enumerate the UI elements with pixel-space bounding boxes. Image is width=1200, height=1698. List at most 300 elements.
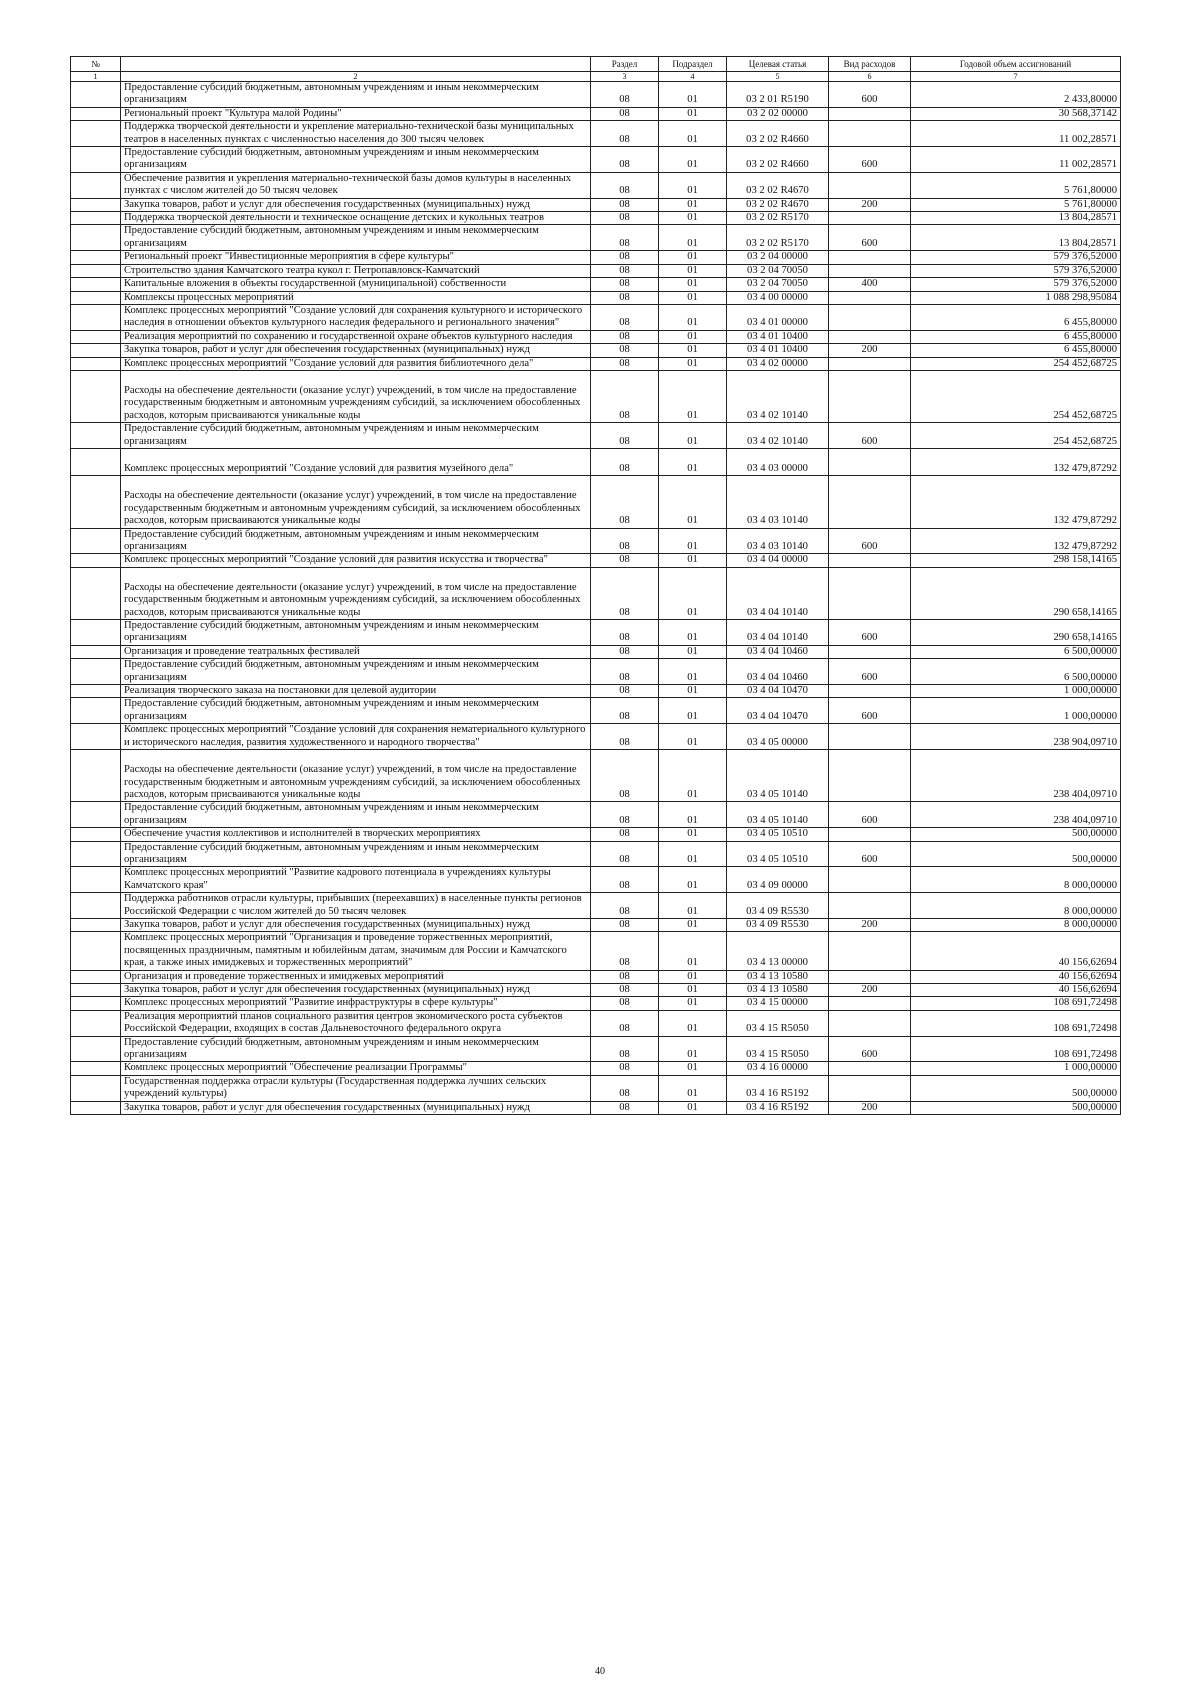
table-row	[71, 225, 1121, 251]
row-number-cell	[71, 724, 121, 750]
row-amount-cell: 11 002,28571	[911, 121, 1121, 147]
row-number-cell	[71, 567, 121, 619]
row-expense-type-cell: 600	[829, 82, 911, 108]
row-amount-cell: 132 479,87292	[911, 448, 1121, 475]
row-expense-type-cell	[829, 476, 911, 528]
row-expense-type-cell	[829, 107, 911, 120]
row-section-cell: 08	[591, 251, 659, 264]
table-body	[71, 82, 1121, 1115]
row-subsection-cell: 01	[659, 567, 727, 619]
table-row	[71, 357, 1121, 370]
row-expense-type-cell	[829, 567, 911, 619]
table-row	[71, 147, 1121, 173]
column-number: 5	[727, 72, 829, 82]
header-section: Раздел	[591, 57, 659, 72]
row-number-cell	[71, 554, 121, 567]
row-number-cell	[71, 750, 121, 802]
row-target-cell: 03 4 13 00000	[727, 932, 829, 970]
table-row	[71, 330, 1121, 343]
row-name-cell: Региональный проект "Инвестиционные мероприятия в сфере культуры"	[121, 251, 591, 264]
row-name-cell: Организация и проведение торжественных и имиджевых мероприятий	[121, 970, 591, 983]
table-row	[71, 251, 1121, 264]
row-section-cell: 08	[591, 264, 659, 277]
row-expense-type-cell	[829, 645, 911, 658]
table-row	[71, 659, 1121, 685]
row-amount-cell: 1 088 298,95084	[911, 291, 1121, 304]
row-section-cell: 08	[591, 528, 659, 554]
row-number-cell	[71, 685, 121, 698]
row-amount-cell: 254 452,68725	[911, 423, 1121, 449]
row-target-cell: 03 4 05 10140	[727, 750, 829, 802]
row-number-cell	[71, 357, 121, 370]
row-expense-type-cell	[829, 370, 911, 422]
budget-table	[70, 56, 1121, 1115]
row-expense-type-cell	[829, 997, 911, 1010]
row-expense-type-cell	[829, 448, 911, 475]
row-amount-cell: 108 691,72498	[911, 997, 1121, 1010]
row-name-cell: Закупка товаров, работ и услуг для обеспечения государственных (муниципальных) нужд	[121, 918, 591, 931]
row-target-cell: 03 2 04 00000	[727, 251, 829, 264]
row-subsection-cell: 01	[659, 212, 727, 225]
row-section-cell: 08	[591, 750, 659, 802]
row-expense-type-cell	[829, 251, 911, 264]
row-amount-cell: 1 000,00000	[911, 698, 1121, 724]
row-subsection-cell: 01	[659, 841, 727, 867]
table-row	[71, 264, 1121, 277]
row-number-cell	[71, 264, 121, 277]
row-subsection-cell: 01	[659, 893, 727, 919]
row-name-cell: Комплекс процессных мероприятий "Создание условий для развития библиотечного дела"	[121, 357, 591, 370]
row-amount-cell: 1 000,00000	[911, 1062, 1121, 1075]
row-target-cell: 03 4 16 R5192	[727, 1101, 829, 1114]
row-section-cell: 08	[591, 698, 659, 724]
table-row	[71, 82, 1121, 108]
row-expense-type-cell: 200	[829, 918, 911, 931]
row-number-cell	[71, 423, 121, 449]
row-target-cell: 03 4 16 00000	[727, 1062, 829, 1075]
row-section-cell: 08	[591, 685, 659, 698]
row-expense-type-cell	[829, 357, 911, 370]
table-row	[71, 620, 1121, 646]
row-expense-type-cell	[829, 685, 911, 698]
table-row	[71, 867, 1121, 893]
row-name-cell: Комплекс процессных мероприятий "Создание условий для сохранения нематериального культурного и исторического наследия, развития художественного и народного творчества"	[121, 724, 591, 750]
row-number-cell	[71, 448, 121, 475]
table-row	[71, 698, 1121, 724]
row-name-cell: Предоставление субсидий бюджетным, автономным учреждениям и иным некоммерческим организациям	[121, 841, 591, 867]
row-amount-cell: 8 000,00000	[911, 918, 1121, 931]
row-subsection-cell: 01	[659, 750, 727, 802]
row-target-cell: 03 4 04 10470	[727, 685, 829, 698]
row-target-cell: 03 4 03 10140	[727, 476, 829, 528]
row-target-cell: 03 4 04 10460	[727, 659, 829, 685]
row-subsection-cell: 01	[659, 330, 727, 343]
row-target-cell: 03 4 16 R5192	[727, 1075, 829, 1101]
row-section-cell: 08	[591, 1010, 659, 1036]
row-number-cell	[71, 893, 121, 919]
row-section-cell: 08	[591, 212, 659, 225]
row-number-cell	[71, 304, 121, 330]
header-no: №	[71, 57, 121, 72]
row-target-cell: 03 4 15 00000	[727, 997, 829, 1010]
row-target-cell: 03 4 09 R5530	[727, 893, 829, 919]
row-subsection-cell: 01	[659, 554, 727, 567]
table-row	[71, 448, 1121, 475]
row-subsection-cell: 01	[659, 304, 727, 330]
row-name-cell: Закупка товаров, работ и услуг для обеспечения государственных (муниципальных) нужд	[121, 344, 591, 357]
row-section-cell: 08	[591, 802, 659, 828]
row-section-cell: 08	[591, 554, 659, 567]
table-row	[71, 423, 1121, 449]
row-name-cell: Предоставление субсидий бюджетным, автономным учреждениям и иным некоммерческим организациям	[121, 82, 591, 108]
row-subsection-cell: 01	[659, 476, 727, 528]
row-expense-type-cell	[829, 828, 911, 841]
row-subsection-cell: 01	[659, 918, 727, 931]
row-amount-cell: 108 691,72498	[911, 1036, 1121, 1062]
row-number-cell	[71, 802, 121, 828]
row-expense-type-cell	[829, 932, 911, 970]
row-target-cell: 03 4 02 10140	[727, 423, 829, 449]
row-amount-cell: 30 568,37142	[911, 107, 1121, 120]
row-subsection-cell: 01	[659, 291, 727, 304]
row-number-cell	[71, 198, 121, 211]
row-amount-cell: 40 156,62694	[911, 984, 1121, 997]
row-number-cell	[71, 997, 121, 1010]
header-target: Целевая статья	[727, 57, 829, 72]
row-name-cell: Закупка товаров, работ и услуг для обеспечения государственных (муниципальных) нужд	[121, 1101, 591, 1114]
row-subsection-cell: 01	[659, 423, 727, 449]
table-row	[71, 344, 1121, 357]
row-subsection-cell: 01	[659, 1010, 727, 1036]
row-amount-cell: 1 000,00000	[911, 685, 1121, 698]
row-number-cell	[71, 841, 121, 867]
row-expense-type-cell	[829, 264, 911, 277]
row-target-cell: 03 4 03 10140	[727, 528, 829, 554]
row-target-cell: 03 4 13 10580	[727, 984, 829, 997]
row-section-cell: 08	[591, 357, 659, 370]
row-section-cell: 08	[591, 645, 659, 658]
row-name-cell: Предоставление субсидий бюджетным, автономным учреждениям и иным некоммерческим организациям	[121, 423, 591, 449]
row-amount-cell: 40 156,62694	[911, 932, 1121, 970]
row-section-cell: 08	[591, 304, 659, 330]
row-subsection-cell: 01	[659, 724, 727, 750]
row-target-cell: 03 2 02 R5170	[727, 212, 829, 225]
row-target-cell: 03 4 09 R5530	[727, 918, 829, 931]
row-expense-type-cell: 200	[829, 1101, 911, 1114]
row-amount-cell: 238 904,09710	[911, 724, 1121, 750]
row-section-cell: 08	[591, 225, 659, 251]
row-expense-type-cell: 600	[829, 620, 911, 646]
row-amount-cell: 500,00000	[911, 841, 1121, 867]
row-name-cell: Предоставление субсидий бюджетным, автономным учреждениям и иным некоммерческим организациям	[121, 659, 591, 685]
row-section-cell: 08	[591, 997, 659, 1010]
table-row	[71, 893, 1121, 919]
table-row	[71, 121, 1121, 147]
row-name-cell: Поддержка работников отрасли культуры, прибывших (переехавших) в населенные пункты регионов Российской Федерации с числом жителей до 50 тысяч человек	[121, 893, 591, 919]
row-subsection-cell: 01	[659, 278, 727, 291]
table-row	[71, 1101, 1121, 1114]
row-target-cell: 03 4 04 00000	[727, 554, 829, 567]
row-name-cell: Комплекс процессных мероприятий "Обеспечение реализации Программы"	[121, 1062, 591, 1075]
row-target-cell: 03 4 15 R5050	[727, 1036, 829, 1062]
row-name-cell: Предоставление субсидий бюджетным, автономным учреждениям и иным некоммерческим организациям	[121, 802, 591, 828]
row-section-cell: 08	[591, 1062, 659, 1075]
row-target-cell: 03 4 01 10400	[727, 330, 829, 343]
row-name-cell: Реализация мероприятий планов социального развития центров экономического роста субъектов Российской Федерации, входящих в состав Дальневосточного федерального округа	[121, 1010, 591, 1036]
row-expense-type-cell: 600	[829, 1036, 911, 1062]
row-amount-cell: 6 500,00000	[911, 659, 1121, 685]
row-section-cell: 08	[591, 278, 659, 291]
page-number: 40	[595, 1666, 605, 1677]
row-expense-type-cell: 600	[829, 423, 911, 449]
row-number-cell	[71, 1036, 121, 1062]
row-section-cell: 08	[591, 828, 659, 841]
row-number-cell	[71, 291, 121, 304]
table-row	[71, 172, 1121, 198]
budget-page	[70, 56, 1120, 1115]
header-name	[121, 57, 591, 72]
row-subsection-cell: 01	[659, 828, 727, 841]
row-number-cell	[71, 251, 121, 264]
row-section-cell: 08	[591, 448, 659, 475]
row-target-cell: 03 4 13 10580	[727, 970, 829, 983]
row-expense-type-cell	[829, 121, 911, 147]
row-number-cell	[71, 528, 121, 554]
row-section-cell: 08	[591, 1036, 659, 1062]
row-section-cell: 08	[591, 147, 659, 173]
row-expense-type-cell	[829, 172, 911, 198]
row-name-cell: Комплекс процессных мероприятий "Создание условий для развития искусства и творчества"	[121, 554, 591, 567]
row-section-cell: 08	[591, 370, 659, 422]
table-row	[71, 291, 1121, 304]
row-section-cell: 08	[591, 841, 659, 867]
row-number-cell	[71, 107, 121, 120]
row-amount-cell: 13 804,28571	[911, 212, 1121, 225]
row-target-cell: 03 4 00 00000	[727, 291, 829, 304]
row-amount-cell: 40 156,62694	[911, 970, 1121, 983]
row-expense-type-cell	[829, 1062, 911, 1075]
row-number-cell	[71, 1062, 121, 1075]
row-expense-type-cell: 200	[829, 984, 911, 997]
table-row	[71, 198, 1121, 211]
row-name-cell: Комплекс процессных мероприятий "Создание условий для развития музейного дела"	[121, 448, 591, 475]
row-subsection-cell: 01	[659, 620, 727, 646]
row-subsection-cell: 01	[659, 1062, 727, 1075]
table-row	[71, 685, 1121, 698]
row-name-cell: Предоставление субсидий бюджетным, автономным учреждениям и иным некоммерческим организациям	[121, 698, 591, 724]
table-row	[71, 970, 1121, 983]
row-name-cell: Комплекс процессных мероприятий "Организация и проведение торжественных мероприятий, посвященных праздничным, памятным и юбилейным датам, значимым для России и Камчатского края, а также иных имиджевых и торжественных мероприятий"	[121, 932, 591, 970]
column-number-row	[71, 72, 1121, 82]
row-amount-cell: 290 658,14165	[911, 567, 1121, 619]
row-expense-type-cell	[829, 554, 911, 567]
row-name-cell: Комплексы процессных мероприятий	[121, 291, 591, 304]
row-expense-type-cell	[829, 1010, 911, 1036]
row-section-cell: 08	[591, 330, 659, 343]
row-subsection-cell: 01	[659, 802, 727, 828]
row-target-cell: 03 2 02 00000	[727, 107, 829, 120]
row-amount-cell: 238 404,09710	[911, 802, 1121, 828]
row-target-cell: 03 4 01 10400	[727, 344, 829, 357]
row-subsection-cell: 01	[659, 172, 727, 198]
row-expense-type-cell	[829, 330, 911, 343]
row-subsection-cell: 01	[659, 264, 727, 277]
row-amount-cell: 13 804,28571	[911, 225, 1121, 251]
row-expense-type-cell	[829, 291, 911, 304]
row-target-cell: 03 2 01 R5190	[727, 82, 829, 108]
row-section-cell: 08	[591, 1075, 659, 1101]
row-expense-type-cell	[829, 724, 911, 750]
table-row	[71, 1075, 1121, 1101]
row-name-cell: Обеспечение развития и укрепления материально-технической базы домов культуры в населенных пунктах с числом жителей до 50 тысяч человек	[121, 172, 591, 198]
row-name-cell: Поддержка творческой деятельности и техническое оснащение детских и кукольных театров	[121, 212, 591, 225]
row-name-cell: Обеспечение участия коллективов и исполнителей в творческих мероприятиях	[121, 828, 591, 841]
row-number-cell	[71, 172, 121, 198]
row-amount-cell: 238 404,09710	[911, 750, 1121, 802]
row-amount-cell: 6 455,80000	[911, 330, 1121, 343]
row-subsection-cell: 01	[659, 251, 727, 264]
table-row	[71, 278, 1121, 291]
header-amount: Годовой объем ассигнований	[911, 57, 1121, 72]
row-number-cell	[71, 121, 121, 147]
row-number-cell	[71, 330, 121, 343]
row-section-cell: 08	[591, 984, 659, 997]
row-section-cell: 08	[591, 724, 659, 750]
row-section-cell: 08	[591, 620, 659, 646]
row-number-cell	[71, 225, 121, 251]
row-target-cell: 03 4 02 10140	[727, 370, 829, 422]
row-number-cell	[71, 918, 121, 931]
row-subsection-cell: 01	[659, 984, 727, 997]
row-name-cell: Предоставление субсидий бюджетным, автономным учреждениям и иным некоммерческим организациям	[121, 620, 591, 646]
row-name-cell: Региональный проект "Культура малой Родины"	[121, 107, 591, 120]
row-subsection-cell: 01	[659, 698, 727, 724]
row-amount-cell: 108 691,72498	[911, 1010, 1121, 1036]
row-amount-cell: 500,00000	[911, 828, 1121, 841]
row-subsection-cell: 01	[659, 82, 727, 108]
row-target-cell: 03 2 02 R4660	[727, 147, 829, 173]
row-name-cell: Реализация творческого заказа на постановки для целевой аудитории	[121, 685, 591, 698]
row-subsection-cell: 01	[659, 107, 727, 120]
row-amount-cell: 2 433,80000	[911, 82, 1121, 108]
row-number-cell	[71, 698, 121, 724]
row-target-cell: 03 2 04 70050	[727, 278, 829, 291]
row-target-cell: 03 4 09 00000	[727, 867, 829, 893]
row-amount-cell: 8 000,00000	[911, 867, 1121, 893]
row-name-cell: Поддержка творческой деятельности и укрепление материально-технической базы муниципальных театров в населенных пунктах с численностью населения до 300 тысяч человек	[121, 121, 591, 147]
row-section-cell: 08	[591, 107, 659, 120]
table-row	[71, 841, 1121, 867]
row-number-cell	[71, 659, 121, 685]
row-target-cell: 03 2 04 70050	[727, 264, 829, 277]
row-target-cell: 03 4 03 00000	[727, 448, 829, 475]
row-target-cell: 03 4 05 00000	[727, 724, 829, 750]
row-subsection-cell: 01	[659, 645, 727, 658]
row-target-cell: 03 4 05 10510	[727, 841, 829, 867]
table-row	[71, 918, 1121, 931]
row-number-cell	[71, 1010, 121, 1036]
row-expense-type-cell: 600	[829, 698, 911, 724]
row-amount-cell: 132 479,87292	[911, 476, 1121, 528]
row-subsection-cell: 01	[659, 659, 727, 685]
row-number-cell	[71, 476, 121, 528]
row-subsection-cell: 01	[659, 1101, 727, 1114]
row-expense-type-cell: 600	[829, 841, 911, 867]
row-section-cell: 08	[591, 970, 659, 983]
column-number: 6	[829, 72, 911, 82]
table-row	[71, 528, 1121, 554]
row-section-cell: 08	[591, 918, 659, 931]
row-amount-cell: 11 002,28571	[911, 147, 1121, 173]
row-subsection-cell: 01	[659, 528, 727, 554]
row-amount-cell: 579 376,52000	[911, 251, 1121, 264]
row-target-cell: 03 4 02 00000	[727, 357, 829, 370]
row-subsection-cell: 01	[659, 448, 727, 475]
header-subsection: Подраздел	[659, 57, 727, 72]
row-subsection-cell: 01	[659, 1075, 727, 1101]
row-amount-cell: 132 479,87292	[911, 528, 1121, 554]
table-row	[71, 567, 1121, 619]
table-row	[71, 370, 1121, 422]
row-subsection-cell: 01	[659, 198, 727, 211]
row-expense-type-cell: 200	[829, 198, 911, 211]
row-subsection-cell: 01	[659, 225, 727, 251]
table-row	[71, 1010, 1121, 1036]
row-name-cell: Предоставление субсидий бюджетным, автономным учреждениям и иным некоммерческим организациям	[121, 1036, 591, 1062]
row-subsection-cell: 01	[659, 997, 727, 1010]
row-subsection-cell: 01	[659, 685, 727, 698]
row-expense-type-cell: 600	[829, 225, 911, 251]
row-name-cell: Капитальные вложения в объекты государственной (муниципальной) собственности	[121, 278, 591, 291]
column-number: 1	[71, 72, 121, 82]
row-expense-type-cell	[829, 304, 911, 330]
row-expense-type-cell: 200	[829, 344, 911, 357]
row-expense-type-cell: 600	[829, 659, 911, 685]
row-name-cell: Предоставление субсидий бюджетным, автономным учреждениям и иным некоммерческим организациям	[121, 225, 591, 251]
row-name-cell: Реализация мероприятий по сохранению и государственной охране объектов культурного наследия	[121, 330, 591, 343]
row-name-cell: Закупка товаров, работ и услуг для обеспечения государственных (муниципальных) нужд	[121, 984, 591, 997]
row-target-cell: 03 4 04 10460	[727, 645, 829, 658]
row-name-cell: Расходы на обеспечение деятельности (оказание услуг) учреждений, в том числе на предоставление государственным бюджетным и автономным учреждениям субсидий, за исключением обособленных расходов, которым присваиваются уникальные коды	[121, 567, 591, 619]
table-row	[71, 212, 1121, 225]
row-name-cell: Комплекс процессных мероприятий "Развитие инфраструктуры в сфере культуры"	[121, 997, 591, 1010]
row-number-cell	[71, 344, 121, 357]
row-number-cell	[71, 212, 121, 225]
header-expense-type: Вид расходов	[829, 57, 911, 72]
row-amount-cell: 254 452,68725	[911, 370, 1121, 422]
row-amount-cell: 5 761,80000	[911, 172, 1121, 198]
row-section-cell: 08	[591, 344, 659, 357]
row-section-cell: 08	[591, 476, 659, 528]
row-section-cell: 08	[591, 291, 659, 304]
row-number-cell	[71, 1075, 121, 1101]
row-target-cell: 03 4 15 R5050	[727, 1010, 829, 1036]
row-subsection-cell: 01	[659, 970, 727, 983]
row-number-cell	[71, 620, 121, 646]
row-target-cell: 03 4 04 10140	[727, 567, 829, 619]
row-amount-cell: 579 376,52000	[911, 278, 1121, 291]
table-row	[71, 476, 1121, 528]
row-name-cell: Государственная поддержка отрасли культуры (Государственная поддержка лучших сельских учреждений культуры)	[121, 1075, 591, 1101]
row-number-cell	[71, 370, 121, 422]
row-expense-type-cell	[829, 212, 911, 225]
column-number: 2	[121, 72, 591, 82]
row-expense-type-cell	[829, 893, 911, 919]
table-row	[71, 932, 1121, 970]
row-name-cell: Комплекс процессных мероприятий "Создание условий для сохранения культурного и исторического наследия в отношении объектов культурного наследия федерального и регионального значения"	[121, 304, 591, 330]
row-expense-type-cell: 600	[829, 802, 911, 828]
row-subsection-cell: 01	[659, 370, 727, 422]
